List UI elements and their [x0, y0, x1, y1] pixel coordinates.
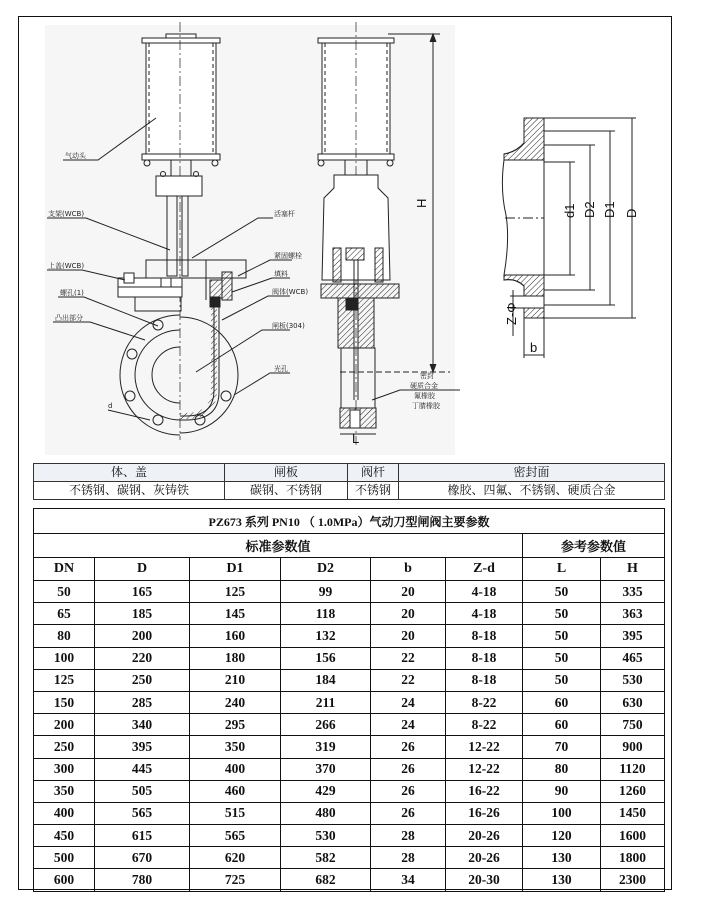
table-cell: 8-18 [446, 647, 523, 669]
label-seal-header: 密封 [420, 372, 434, 380]
col-Z-d: Z-d [446, 558, 523, 581]
label-top-cover: 上盖(WCB) [48, 262, 85, 270]
label-through-hole: 光孔 [274, 365, 288, 373]
table-cell: 530 [601, 669, 665, 691]
table-cell: 20 [371, 603, 446, 625]
col-D1: D1 [190, 558, 281, 581]
table-cell: 350 [190, 736, 281, 758]
table-cell: 395 [95, 736, 190, 758]
table-cell: 145 [190, 603, 281, 625]
label-protrusion: 凸出部分 [55, 314, 83, 322]
table-cell: 125 [190, 581, 281, 603]
table-row [34, 869, 665, 891]
label-seal-1: 硬质合金 [410, 382, 438, 390]
table-row [34, 581, 665, 603]
table-cell: 50 [523, 669, 601, 691]
table-cell: 26 [371, 736, 446, 758]
table-cell: 285 [95, 691, 190, 713]
table-cell: 340 [95, 714, 190, 736]
table-cell: 582 [281, 847, 371, 869]
table-cell: 184 [281, 669, 371, 691]
table-cell: 429 [281, 780, 371, 802]
col-b: b [371, 558, 446, 581]
table-cell: 220 [95, 647, 190, 669]
table-cell: 4-18 [446, 603, 523, 625]
dim-label-D: D [624, 208, 639, 218]
label-piston-rod: 活塞杆 [274, 210, 295, 218]
dim-label-H: H [414, 198, 429, 208]
dim-label-b: b [530, 340, 538, 355]
table-cell: 16-22 [446, 780, 523, 802]
table-cell: 725 [190, 869, 281, 891]
table-cell: 465 [601, 647, 665, 669]
table-cell: 450 [34, 825, 95, 847]
material-header-gate: 闸板 [225, 464, 348, 482]
table-cell: 210 [190, 669, 281, 691]
table-cell: 160 [190, 625, 281, 647]
table-cell: 515 [190, 802, 281, 824]
table-cell: 1260 [601, 780, 665, 802]
column-header-row [34, 558, 665, 581]
table-cell: 22 [371, 647, 446, 669]
table-cell: 24 [371, 714, 446, 736]
table-cell: 90 [523, 780, 601, 802]
label-pneumatic-head: 气动头 [65, 152, 86, 160]
table-cell: 180 [190, 647, 281, 669]
table-cell: 80 [523, 758, 601, 780]
materials-value-row [34, 482, 665, 500]
material-header-seal-face: 密封面 [399, 464, 665, 482]
table-cell: 60 [523, 714, 601, 736]
table-cell: 2300 [601, 869, 665, 891]
table-cell: 20-30 [446, 869, 523, 891]
table-cell: 150 [34, 691, 95, 713]
table-cell: 20-26 [446, 847, 523, 869]
table-cell: 12-22 [446, 736, 523, 758]
table-cell: 445 [95, 758, 190, 780]
table-cell: 65 [34, 603, 95, 625]
table-cell: 165 [95, 581, 190, 603]
table-cell: 211 [281, 691, 371, 713]
table-row [34, 603, 665, 625]
table-cell: 16-26 [446, 802, 523, 824]
table-cell: 335 [601, 581, 665, 603]
col-L: L [523, 558, 601, 581]
table-cell: 363 [601, 603, 665, 625]
table-cell: 200 [95, 625, 190, 647]
table-cell: 200 [34, 714, 95, 736]
table-cell: 500 [34, 847, 95, 869]
table-cell: 780 [95, 869, 190, 891]
side-view-drawing [318, 22, 460, 445]
table-cell: 50 [523, 581, 601, 603]
table-row [34, 669, 665, 691]
table-cell: 300 [34, 758, 95, 780]
table-row [34, 802, 665, 824]
table-row [34, 647, 665, 669]
dim-label-D1: D1 [602, 201, 617, 218]
table-cell: 460 [190, 780, 281, 802]
label-fastening-bolt: 紧固螺栓 [274, 252, 302, 260]
material-value-body-cover: 不锈钢、碳钢、灰铸铁 [34, 482, 225, 500]
table-cell: 118 [281, 603, 371, 625]
table-title: PZ673 系列 PN10 （ 1.0MPa）气动刀型闸阀主要参数 [34, 509, 665, 534]
table-cell: 530 [281, 825, 371, 847]
table-cell: 8-18 [446, 669, 523, 691]
dim-label-D2: D2 [582, 201, 597, 218]
table-cell: 400 [190, 758, 281, 780]
table-row [34, 758, 665, 780]
table-cell: 565 [190, 825, 281, 847]
table-cell: 50 [523, 647, 601, 669]
table-cell: 1800 [601, 847, 665, 869]
group-reference-values: 参考参数值 [523, 534, 665, 558]
table-cell: 1600 [601, 825, 665, 847]
col-H: H [601, 558, 665, 581]
table-cell: 60 [523, 691, 601, 713]
table-cell: 28 [371, 847, 446, 869]
materials-table [33, 463, 665, 500]
table-cell: 295 [190, 714, 281, 736]
table-cell: 99 [281, 581, 371, 603]
table-cell: 620 [190, 847, 281, 869]
label-seal-2: 氟橡胶 [414, 392, 435, 400]
table-cell: 185 [95, 603, 190, 625]
table-cell: 400 [34, 802, 95, 824]
table-cell: 70 [523, 736, 601, 758]
table-cell: 130 [523, 869, 601, 891]
table-cell: 395 [601, 625, 665, 647]
table-cell: 615 [95, 825, 190, 847]
label-d: d [108, 402, 113, 410]
table-cell: 370 [281, 758, 371, 780]
table-cell: 350 [34, 780, 95, 802]
table-row [34, 714, 665, 736]
table-cell: 50 [523, 625, 601, 647]
table-cell: 34 [371, 869, 446, 891]
table-cell: 22 [371, 669, 446, 691]
table-cell: 565 [95, 802, 190, 824]
table-cell: 50 [523, 603, 601, 625]
label-screw-hole: 螺孔(1) [60, 289, 84, 297]
table-cell: 80 [34, 625, 95, 647]
table-cell: 24 [371, 691, 446, 713]
table-cell: 20 [371, 581, 446, 603]
table-cell: 670 [95, 847, 190, 869]
table-cell: 130 [523, 847, 601, 869]
table-cell: 26 [371, 758, 446, 780]
label-seal-3: 丁腈橡胶 [412, 402, 440, 410]
parameters-table [33, 508, 665, 892]
table-row [34, 691, 665, 713]
table-cell: 26 [371, 802, 446, 824]
col-D2: D2 [281, 558, 371, 581]
table-cell: 682 [281, 869, 371, 891]
table-cell: 8-22 [446, 714, 523, 736]
table-cell: 900 [601, 736, 665, 758]
table-cell: 1120 [601, 758, 665, 780]
table-cell: 1450 [601, 802, 665, 824]
col-DN: DN [34, 558, 95, 581]
table-cell: 240 [190, 691, 281, 713]
material-value-gate: 碳钢、不锈钢 [225, 482, 348, 500]
col-D: D [95, 558, 190, 581]
table-cell: 250 [34, 736, 95, 758]
material-value-stem: 不锈钢 [348, 482, 399, 500]
table-cell: 266 [281, 714, 371, 736]
table-cell: 26 [371, 780, 446, 802]
material-header-stem: 阀杆 [348, 464, 399, 482]
material-header-body-cover: 体、盖 [34, 464, 225, 482]
table-cell: 50 [34, 581, 95, 603]
table-cell: 120 [523, 825, 601, 847]
dim-label-d1: d1 [562, 203, 577, 218]
table-cell: 20-26 [446, 825, 523, 847]
table-cell: 125 [34, 669, 95, 691]
materials-header-row [34, 464, 665, 482]
table-row [34, 780, 665, 802]
flange-section-drawing [502, 118, 636, 358]
table-row [34, 625, 665, 647]
table-cell: 28 [371, 825, 446, 847]
table-cell: 480 [281, 802, 371, 824]
label-packing: 填料 [274, 270, 288, 278]
table-cell: 100 [523, 802, 601, 824]
table-cell: 132 [281, 625, 371, 647]
group-standard-values: 标准参数值 [34, 534, 523, 558]
table-cell: 4-18 [446, 581, 523, 603]
table-cell: 505 [95, 780, 190, 802]
label-valve-body: 阀体(WCB) [272, 288, 309, 296]
table-row [34, 736, 665, 758]
material-value-seal-face: 橡胶、四氟、不锈钢、硬质合金 [399, 482, 665, 500]
table-cell: 12-22 [446, 758, 523, 780]
table-cell: 20 [371, 625, 446, 647]
label-gate: 闸板(304) [272, 322, 305, 330]
table-cell: 600 [34, 869, 95, 891]
label-bracket: 支架(WCB) [48, 210, 85, 218]
dim-label-L: L [352, 431, 360, 446]
table-cell: 750 [601, 714, 665, 736]
front-view-drawing [47, 22, 292, 440]
dim-label-z-phi: Z-Φ [504, 302, 519, 325]
table-cell: 8-18 [446, 625, 523, 647]
table-cell: 319 [281, 736, 371, 758]
table-cell: 156 [281, 647, 371, 669]
table-cell: 100 [34, 647, 95, 669]
table-row [34, 847, 665, 869]
table-cell: 250 [95, 669, 190, 691]
table-cell: 8-22 [446, 691, 523, 713]
table-row [34, 825, 665, 847]
table-cell: 630 [601, 691, 665, 713]
